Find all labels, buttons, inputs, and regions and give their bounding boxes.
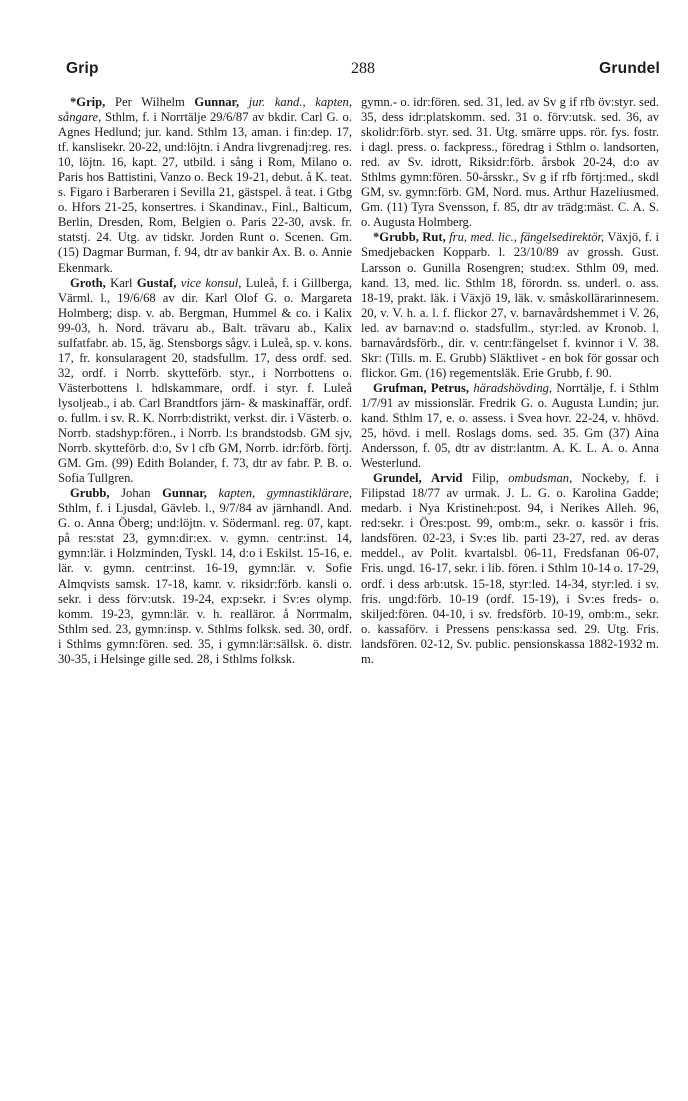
entry-grubb-gunnar-continued: gymn.- o. idr:fören. sed. 31, led. av Sv g if rfb öv:styr. sed. 35, dess idr:platskomm. sed. 31 o. förv:utsk. sed. 36, av skolidr:förb. styr. sed. 31. Utg. smärre upps. rör. fys. fostr. i dagl. press. o. fackpress., föredrag i Sthlm o. landsorten, red. av Sv. idrott, Riksidr:förb. årsbok 20-24, d:o av Sthlms gymn:fören. 50-årsskr., Sv g if rfb förtj:med., skdl GM, sv. gymn:förb. GM, Nord. mus. Arthur Hazeliusmed. Gm. (11) Tyra Svensson, f. 85, dtr av trädg:mäst. C. A. S. o. Augusta Holmberg. <box>361 95 659 230</box>
entry-grubb-rut: *Grubb, Rut, fru, med. lic., fängelsedirektör, Växjö, f. i Smedjebacken Kopparb. l. 23/10/89 av grossh. Gust. Larsson o. Gunilla Rosengren; stud:ex. Sthlm 09, med. kand. 13, med. lic. Sthlm 18, förordn. ss. underl. o. ass. 18-19, prakt. läk. i Växjö 19, läk. v. småskollärarinnesem. 20, v. V. h. a. l. f. flickor 27, v. barnavårdshemmet i V. 26, led. av barnav:nd o. stadsfullm., styr:led. av Kronob. l. barnavårdsförb., dir. v. centr:fängelset f. kvinnor i V. 38. Skr: (Tills. m. E. Grubb) Släktlivet - en bok för gossar och flickor. Gm. (16) regementsläk. Erie Grubb, f. 90. <box>361 230 659 380</box>
entry-grip-gunnar: *Grip, Per Wilhelm Gunnar, jur. kand., kapten, sångare, Sthlm, f. i Norrtälje 29/6/87 av bkdir. Carl G. o. Agnes Hedlund; jur. kand. Sthlm 13, aman. i fin:dep. 17, tf. kanslisekr. 20-22, und:löjtn. i Andra livgrenadj:reg. res. 10, löjtn. 16, kapt. 27, utbild. i sång i Rom, Milano o. Paris hos Battistini, Vanzo o. Beck 19-21, debut. å K. teat. s. Figaro i Barberaren i Sevilla 21, gästspel. å teat. i Gtbg o. Hfors 21-25, konsertres. i Skandinav., Finl., Balticum, Berlin, Dresden, Rom, Belgien o. Paris 22-30, avsk. fr. statstj. 24. Utg. av tidskr. Jorden Runt o. Scenen. Gm. (15) Dagmar Burman, f. 94, dtr av bankir Ax. B. o. Annie Ekenmark. <box>58 95 352 275</box>
entry-grundel-arvid: Grundel, Arvid Filip, ombudsman, Nockeby, f. i Filipstad 18/77 av urmak. J. L. G. o. Karolina Gadde; medarb. i Nya Kristineh:post. 94, i Nerikes Alleh. 96, red:sekr. i Öres:post. 99, omb:m., sekr. o. kassör i fris. landsfören. 02-23, i Sv:es lib. parti 23-27, red. av deras meddel., av Polit. kvartalsbl. 06-11, Fredsfanan 06-07, Fris. ungd. 16-17, sekr. i lib. fören. i Sthlm 10-14 o. 17-29, ordf. i dess arb:utsk. 15-18, styr:led. 14-34, styr:led. i sv. fris. ungd:förb. 10-19 (ordf. 15-19), i Sv:es freds- o. skiljed:fören. 04-10, i sv. fredsförb. 10-19, omb:m., sekr. o. kassaförv. i Pressens pens:kassa sed. 29. Utg. Fris. landsfören. 02-12, Sv. public. pensionskassa 1882-1932 m. m. <box>361 471 659 666</box>
right-column <box>361 95 659 667</box>
page-number: 288 <box>351 60 375 77</box>
entry-grufman-petrus: Grufman, Petrus, häradshövding, Norrtälje, f. i Sthlm 1/7/91 av missionslär. Fredrik G. o. Augusta Lundin; jur. kand. Sthlm 17, e. o. assess. i Svea hovr. 22-24, v. hhövd. 25, hövd. i mell. Roslags doms. sed. 35. Gm (37) Aina Andersson, f. 05, dtr av distr:lantm. A. K. L. A. o. Anna Westerlund. <box>361 380 659 471</box>
header-last-entry: Grundel <box>599 60 660 77</box>
entry-grubb-gunnar: Grubb, Johan Gunnar, kapten, gymnastiklärare, Sthlm, f. i Ljusdal, Gävleb. l., 9/7/84 av järnhandl. And. G. o. Anna Öberg; und:löjtn. v. Södermanl. reg. 07, kapt. på res:stat 23, gymn:dir:ex. v. gymn. centr:inst. 14, gymn:lär. i Holzminden, Tyskl. 14, d:o i Eskilst. 15-16, e. lär. v. gymn. centr:inst. 16-19, gymn:lär. v. Sofie Almqvists samsk. 17-18, kamr. v. riksidr:förb. kansli o. sekr. i dess förv:utsk. 19-24, exp:sekr. i Sv:es olymp. komm. 19-23, gymn:lär. v. h. realläror. å Norrmalm, Sthlm sed. 23, gymn:insp. v. Sthlms folksk. sed. 30, ordf. i Sthlms gymn:fören. sed. 35, i gymn:lär:sällsk. ö. distr. 30-35, i Helsinge gille sed. 28, i Sthlms folksk. <box>58 486 352 666</box>
left-column <box>58 95 352 667</box>
page-header <box>66 60 660 84</box>
entry-groth-gustaf: Groth, Karl Gustaf, vice konsul, Luleå, f. i Gillberga, Värml. l., 19/6/68 av dir. Karl Olof G. o. Margareta Holmberg; disp. v. ab. Bergman, Hummel & co. i Kalix 99-03, h. Nord. trävaru ab., Balt. trävaru ab., Kalix sulfatfabr. ab. 15, äg. Stensborgs sågv. i Luleå, sp. v. kons. 17, fr. konsularagent 20, stadsfullm. 17, dess ordf. sed. 32, ordf. i Norrb. skytteförb. styr., i Norrbottens o. Västerbottens l. hdlskammare, ordf. i styr. f. Luleå lysoljeab., i ab. Carl Brandtfors järn- & maskinaffär, ordf. o. fullm. i sv. R. K. Norrb:distrikt, verkst. dir. i Västerb. o. Norrb. stadshyp:fören., i Norrb. l:s brandstodsb. GM sjv, Norrb. skytteförb. d:o, Sv l cfb GM, Norrb. idr:förb. förtj. GM. Gm. (99) Edith Bolander, f. 73, dtr av fabr. P. B. o. Sofia Tullgren. <box>58 275 352 486</box>
header-first-entry: Grip <box>66 60 99 77</box>
